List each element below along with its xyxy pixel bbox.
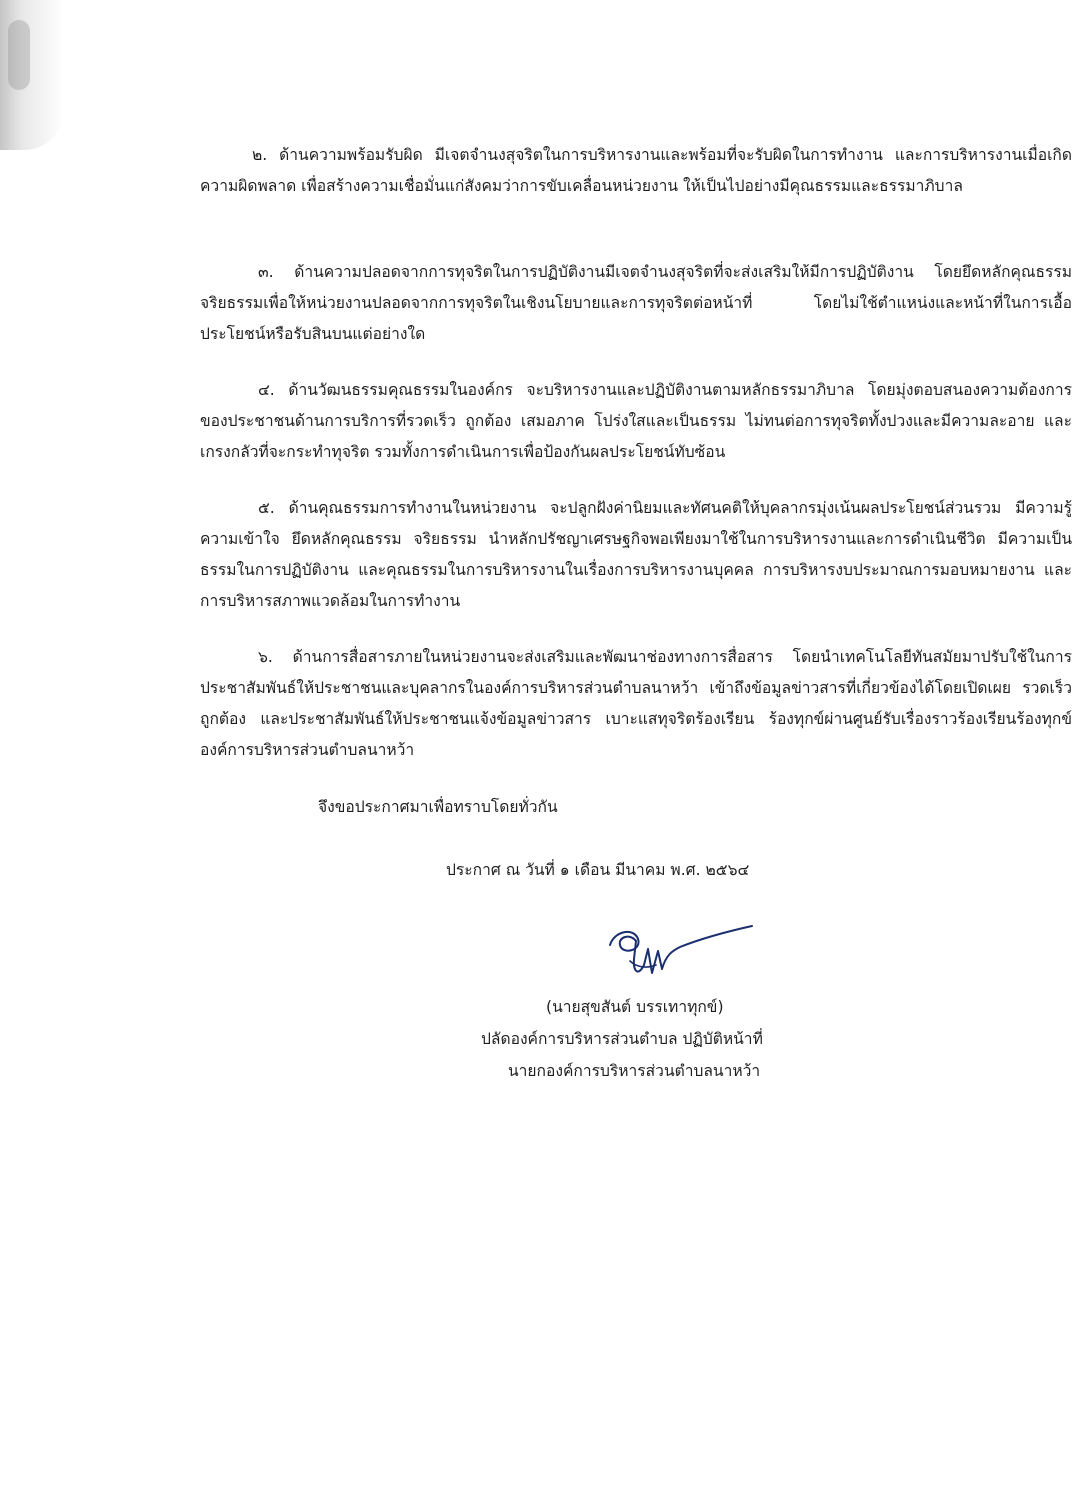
signatory-title: ปลัดองค์การบริหารส่วนตำบล ปฏิบัติหน้าที่ xyxy=(481,1030,763,1048)
scan-shadow xyxy=(0,0,64,150)
handwritten-signature xyxy=(600,915,760,1005)
paragraph-internal-communication: ๖. ด้านการสื่อสารภายในหน่วยงานจะส่งเสริมและพัฒนาช่องทางการสื่อสาร โดยนำเทคโนโลยีทันสมัยมาปรับใช้ในการประชาสัมพันธ์ให้ประชาชนและบุคลากรในองค์การบริหารส่วนตำบลนาหว้า เข้าถึงข้อมูลข่าวสารที่เกี่ยวข้องได้โดยเปิดเผย รวดเร็ว ถูกต้อง และประชาสัมพันธ์ให้ประชาชนแจ้งข้อมูลข่าวสาร เบาะแสทุจริตร้องเรียน ร้องทุกข์ผ่านศูนย์รับเรื่องราวร้องเรียนร้องทุกข์ องค์การบริหารส่วนตำบลนาหว้า xyxy=(200,648,1072,759)
paragraph-organizational-culture: ๔. ด้านวัฒนธรรมคุณธรรมในองค์กร จะบริหารงานและปฏิบัติงานตามหลักธรรมาภิบาล โดยมุ่งตอบสนองความต้องการของประชาชนด้านการบริการที่รวดเร็ว ถูกต้อง เสมอภาค โปร่งใสและเป็นธรรม ไม่ทนต่อการทุจริตทั้งปวงและมีความละอาย และเกรงกลัวที่จะกระทำทุจริต รวมทั้งการดำเนินการเพื่อป้องกันผลประโยชน์ทับซ้อน xyxy=(200,381,1072,461)
paragraph-anti-corruption: ๓. ด้านความปลอดจากการทุจริตในการปฏิบัติงานมีเจตจำนงสุจริตที่จะส่งเสริมให้มีการปฏิบัติงาน โดยยึดหลักคุณธรรมจริยธรรมเพื่อให้หน่วยงานปลอดจากการทุจริตในเชิงนโยบายและการทุจริตต่อหน้าที่ โดยไม่ใช้ตำแหน่งและหน้าที่ในการเอื้อประโยชน์หรือรับสินบนแต่อย่างใด xyxy=(200,263,1072,343)
paragraph-accountability: ๒. ด้านความพร้อมรับผิด มีเจตจำนงสุจริตในการบริหารงานและพร้อมที่จะรับผิดในการทำงาน และการบริหารงานเมื่อเกิดความผิดพลาด เพื่อสร้างความเชื่อมั่นแก่สังคมว่าการขับเคลื่อนหน่วยงาน ให้เป็นไปอย่างมีคุณธรรมและธรรมาภิบาล xyxy=(200,146,1072,195)
closing-statement: จึงขอประกาศมาเพื่อทราบโดยทั่วกัน xyxy=(318,798,558,816)
signatory-name: (นายสุขสันต์ บรรเทาทุกข์) xyxy=(546,998,724,1016)
announcement-date: ประกาศ ณ วันที่ ๑ เดือน มีนาคม พ.ศ. ๒๕๖๔ xyxy=(446,861,750,879)
paragraph-work-ethics: ๕. ด้านคุณธรรมการทำงานในหน่วยงาน จะปลูกฝังค่านิยมและทัศนคติให้บุคลากรมุ่งเน้นผลประโยชน์ส่วนรวม มีความรู้ ความเข้าใจ ยึดหลักคุณธรรม จริยธรรม นำหลักปรัชญาเศรษฐกิจพอเพียงมาใช้ในการบริหารงานและการดำเนินชีวิต มีความเป็นธรรมในการปฏิบัติงาน และคุณธรรมในการบริหารงานในเรื่องการบริหารงานบุคคล การบริหารงบประมาณการมอบหมายงาน และการบริหารสภาพแวดล้อมในการทำงาน xyxy=(200,499,1072,610)
signatory-acting-title: นายกองค์การบริหารส่วนตำบลนาหว้า xyxy=(508,1062,761,1080)
